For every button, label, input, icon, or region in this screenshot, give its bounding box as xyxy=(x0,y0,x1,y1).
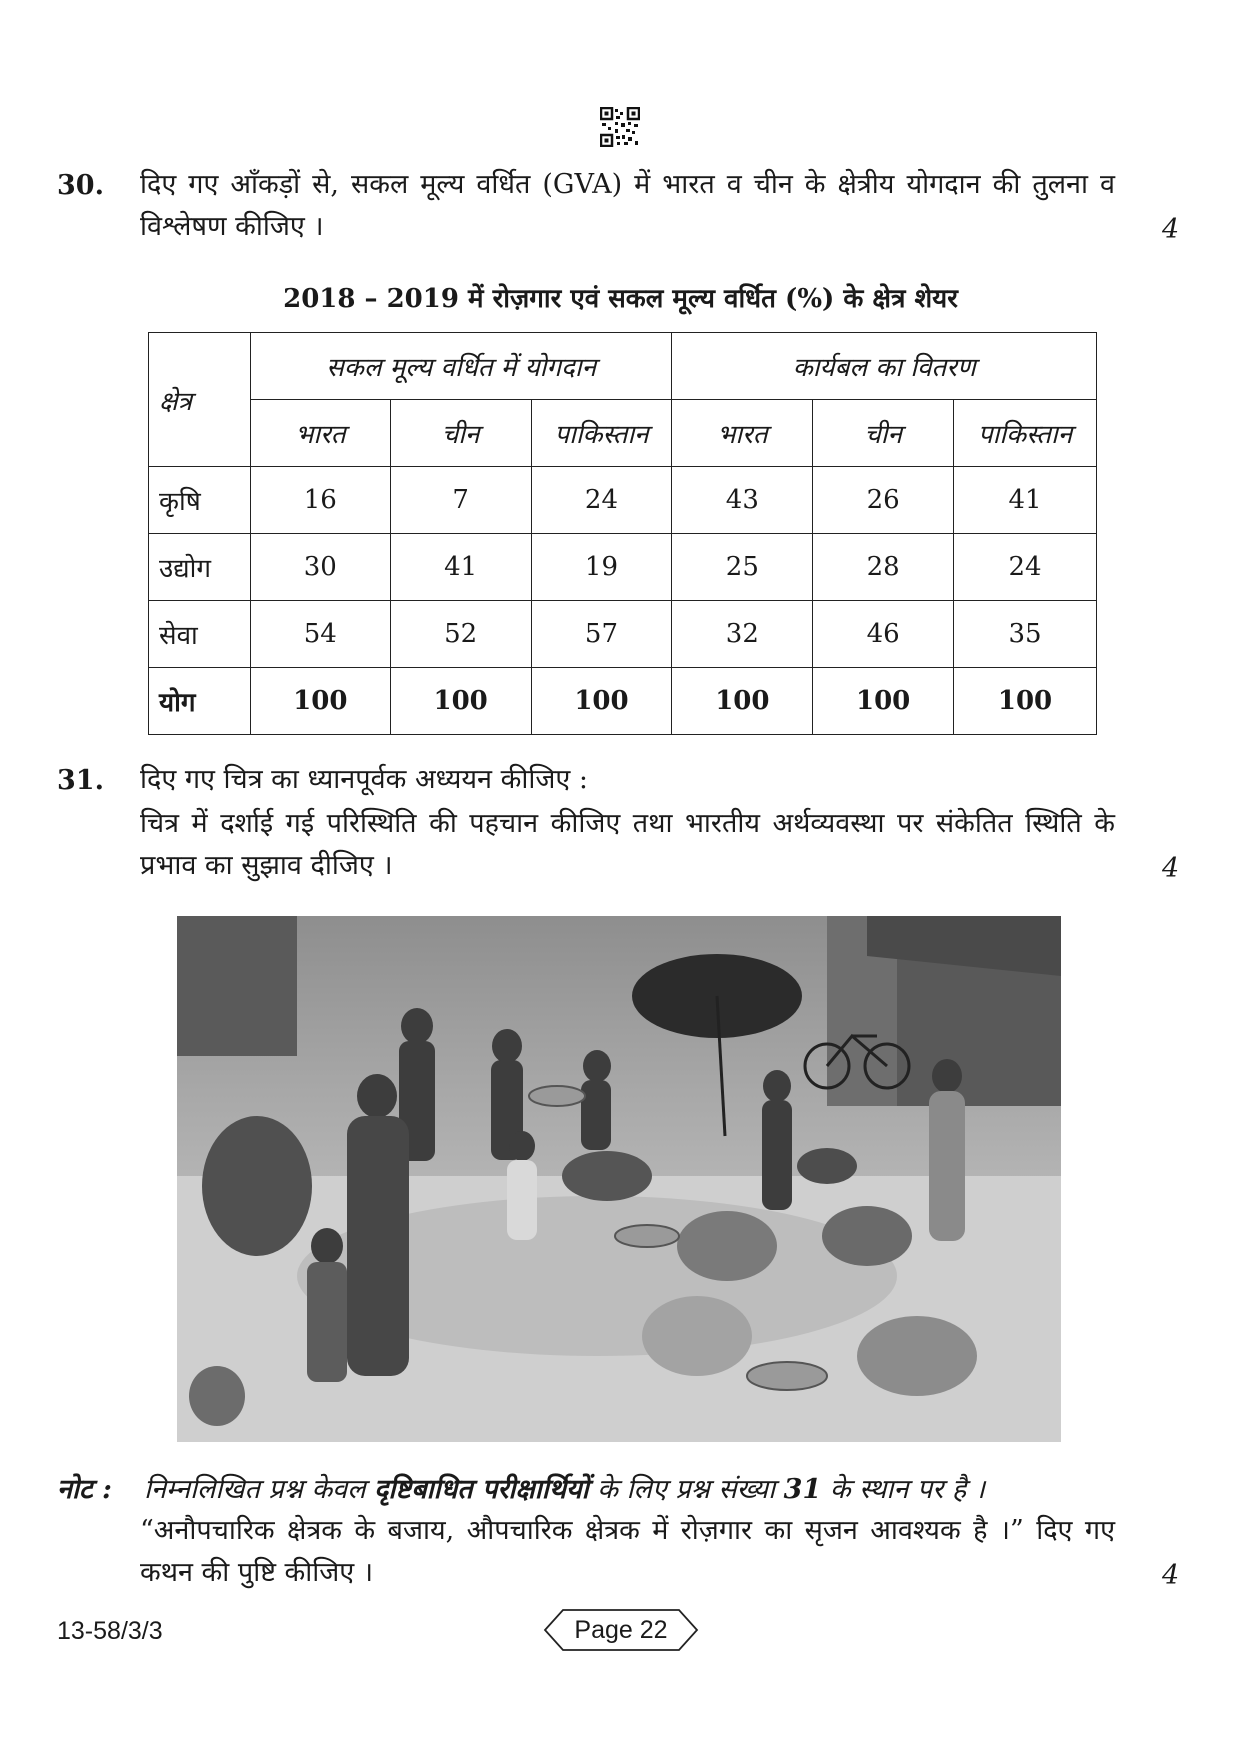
table-cell: 46 xyxy=(813,601,954,668)
table-cell: 41 xyxy=(954,467,1097,534)
column-header: पाकिस्तान xyxy=(954,400,1097,467)
question-31-number: 31. xyxy=(57,765,104,796)
question-31-line1: दिए गए चित्र का ध्यानपूर्वक अध्ययन कीजिए : xyxy=(140,764,588,795)
question-30-text: दिए गए आँकड़ों से, सकल मूल्य वर्धित (GVA) में भारत व चीन के क्षेत्रीय योगदान की तुलना व विश्लेषण कीजिए । xyxy=(140,169,1115,242)
table-cell: 19 xyxy=(531,534,672,601)
total-cell: 100 xyxy=(672,668,813,735)
column-header: चीन xyxy=(390,400,531,467)
row-label: सेवा xyxy=(149,601,251,668)
total-cell: 100 xyxy=(813,668,954,735)
table-cell: 32 xyxy=(672,601,813,668)
table-cell: 28 xyxy=(813,534,954,601)
page-number: Page 22 xyxy=(574,1616,668,1644)
total-cell: 100 xyxy=(390,668,531,735)
note-text xyxy=(144,1469,1124,1506)
table-cell: 54 xyxy=(250,601,390,668)
table-cell: 41 xyxy=(390,534,531,601)
gva-group-header: सकल मूल्य वर्धित में योगदान xyxy=(250,333,672,400)
note-text-post: के स्थान पर है । xyxy=(821,1474,986,1505)
note-question-number: 31 xyxy=(783,1474,822,1505)
row-label: कृषि xyxy=(149,467,251,534)
note-text-bold: दृष्टिबाधित परीक्षार्थियों xyxy=(374,1474,589,1505)
total-row xyxy=(149,668,1097,735)
table-row xyxy=(149,601,1097,668)
table-cell: 16 xyxy=(250,467,390,534)
note-label: नोट : xyxy=(57,1474,112,1505)
total-cell: 100 xyxy=(531,668,672,735)
table-cell: 24 xyxy=(531,467,672,534)
page-number-badge xyxy=(531,1606,711,1654)
total-label: योग xyxy=(149,668,251,735)
workforce-group-header: कार्यबल का वितरण xyxy=(672,333,1097,400)
table-cell: 30 xyxy=(250,534,390,601)
total-cell: 100 xyxy=(250,668,390,735)
column-header: चीन xyxy=(813,400,954,467)
market-scene-photo xyxy=(177,916,1061,1442)
table-cell: 25 xyxy=(672,534,813,601)
column-header: पाकिस्तान xyxy=(531,400,672,467)
note-text-mid: के लिए प्रश्न संख्या xyxy=(588,1474,784,1505)
table-cell: 7 xyxy=(390,467,531,534)
note-text-pre: निम्नलिखित प्रश्न केवल xyxy=(144,1474,375,1505)
table-cell: 43 xyxy=(672,467,813,534)
table-cell: 26 xyxy=(813,467,954,534)
sector-header: क्षेत्र xyxy=(149,333,251,467)
total-cell: 100 xyxy=(954,668,1097,735)
column-header: भारत xyxy=(672,400,813,467)
table-cell: 35 xyxy=(954,601,1097,668)
table-cell: 24 xyxy=(954,534,1097,601)
table-cell: 57 xyxy=(531,601,672,668)
column-header: भारत xyxy=(250,400,390,467)
question-30-marks: 4 xyxy=(1162,214,1180,245)
question-31-line2: चित्र में दर्शाई गई परिस्थिति की पहचान कीजिए तथा भारतीय अर्थव्यवस्था पर संकेतित स्थिति के प्रभाव का सुझाव दीजिए । xyxy=(140,808,1115,881)
qr-code-icon xyxy=(600,107,640,147)
note-question: “अनौपचारिक क्षेत्रक के बजाय, औपचारिक क्षेत्रक में रोज़गार का सृजन आवश्यक है ।” दिए गए कथन की पुष्टि कीजिए । xyxy=(140,1515,1115,1588)
market-scene-illustration xyxy=(177,916,1061,1442)
table-title: 2018 – 2019 में रोज़गार एवं सकल मूल्य वर्धित (%) के क्षेत्र शेयर xyxy=(283,284,958,314)
table-cell: 52 xyxy=(390,601,531,668)
question-30-number: 30. xyxy=(57,170,104,201)
note-marks: 4 xyxy=(1162,1560,1180,1591)
paper-code: 13-58/3/3 xyxy=(57,1617,163,1645)
question-31-marks: 4 xyxy=(1162,853,1180,884)
table-row xyxy=(149,534,1097,601)
table-row xyxy=(149,467,1097,534)
sector-share-table xyxy=(148,332,1097,735)
row-label: उद्योग xyxy=(149,534,251,601)
